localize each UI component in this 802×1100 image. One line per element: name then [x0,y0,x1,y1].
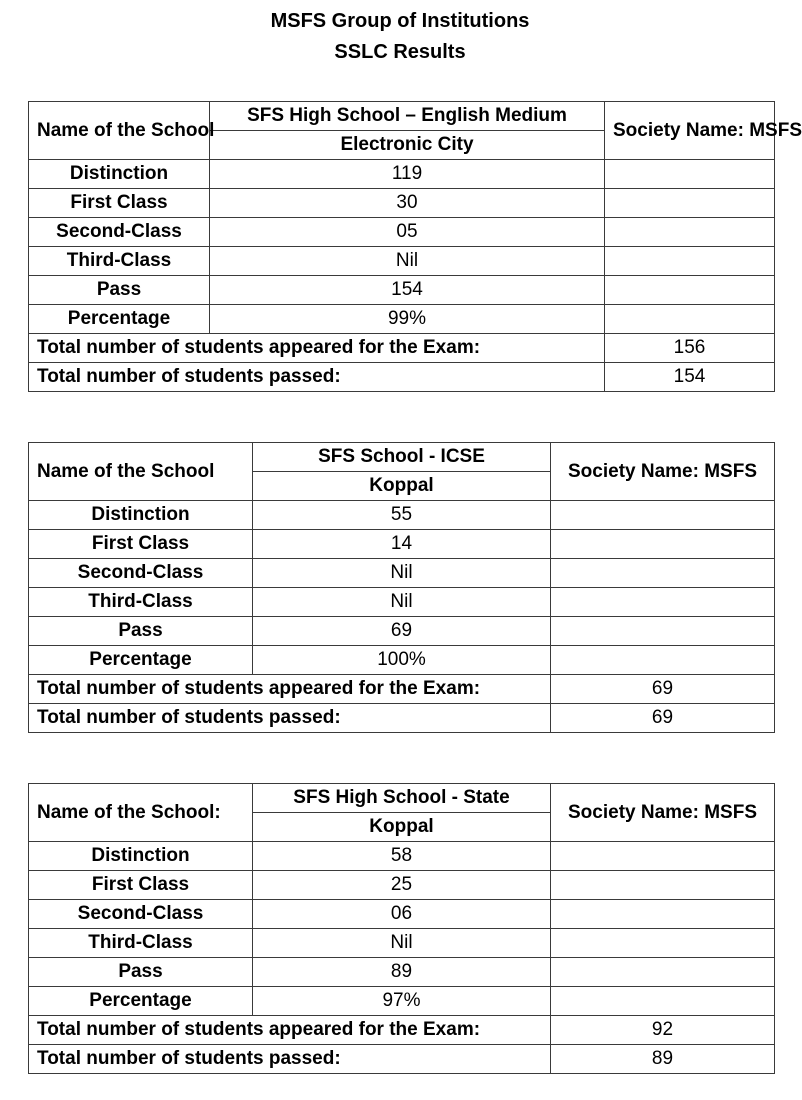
empty-cell [551,530,775,559]
school-name: SFS High School - State [253,784,551,813]
school-name: SFS High School – English Medium [210,102,605,131]
name-of-school-label: Name of the School [29,102,210,160]
empty-cell [605,218,775,247]
row-value: Nil [253,929,551,958]
total-passed-label: Total number of students passed: [29,1045,551,1074]
row-value: 05 [210,218,605,247]
document-subtitle: SSLC Results [334,41,466,63]
results-table-icse-koppal [28,442,775,733]
school-name: SFS School - ICSE [253,443,551,472]
row-value: Nil [253,588,551,617]
total-appeared-value: 69 [551,675,775,704]
row-value: 06 [253,900,551,929]
empty-cell [551,842,775,871]
table-row [29,559,775,588]
total-passed-label: Total number of students passed: [29,704,551,733]
empty-cell [605,305,775,334]
results-table-state-koppal [28,783,775,1074]
row-label: Distinction [29,160,210,189]
table-header-row [29,102,775,131]
empty-cell [551,900,775,929]
empty-cell [551,871,775,900]
empty-cell [551,559,775,588]
table-row [29,530,775,559]
empty-cell [551,929,775,958]
empty-cell [605,160,775,189]
row-label: First Class [29,871,253,900]
empty-cell [605,247,775,276]
table-header-row [29,443,775,472]
school-location: Koppal [253,472,551,501]
total-passed-row [29,704,775,733]
row-label: Second-Class [29,559,253,588]
row-label: Pass [29,276,210,305]
row-value: 58 [253,842,551,871]
row-value: 100% [253,646,551,675]
empty-cell [551,588,775,617]
table-row [29,247,775,276]
row-value: 97% [253,987,551,1016]
row-value: 119 [210,160,605,189]
name-of-school-label: Name of the School [29,443,253,501]
society-name-label: Society Name: MSFS [605,102,775,160]
row-label: Third-Class [29,588,253,617]
table-row [29,987,775,1016]
row-value: 30 [210,189,605,218]
row-label: First Class [29,189,210,218]
table-row [29,871,775,900]
table-row [29,929,775,958]
empty-cell [551,501,775,530]
table-row [29,276,775,305]
table-row [29,588,775,617]
row-label: Third-Class [29,929,253,958]
empty-cell [551,987,775,1016]
table-header-row [29,784,775,813]
total-appeared-row [29,675,775,704]
table-row [29,501,775,530]
row-label: Third-Class [29,247,210,276]
empty-cell [551,646,775,675]
table-row [29,646,775,675]
row-label: Second-Class [29,218,210,247]
row-label: Distinction [29,501,253,530]
table-row [29,189,775,218]
table-row [29,305,775,334]
empty-cell [605,189,775,218]
empty-cell [551,958,775,987]
total-passed-value: 89 [551,1045,775,1074]
society-name-label: Society Name: MSFS [551,784,775,842]
row-value: 99% [210,305,605,334]
total-appeared-label: Total number of students appeared for the Exam: [29,1016,551,1045]
table-row [29,900,775,929]
table-row [29,160,775,189]
total-appeared-value: 156 [605,334,775,363]
row-label: Distinction [29,842,253,871]
total-appeared-row [29,334,775,363]
total-passed-row [29,363,775,392]
row-value: 154 [210,276,605,305]
row-label: Percentage [29,305,210,334]
table-row [29,218,775,247]
document-header [0,6,800,68]
document-title: MSFS Group of Institutions [270,10,530,32]
row-value: Nil [210,247,605,276]
total-passed-row [29,1045,775,1074]
empty-cell [551,617,775,646]
total-passed-value: 69 [551,704,775,733]
school-location: Electronic City [210,131,605,160]
school-location: Koppal [253,813,551,842]
total-appeared-row [29,1016,775,1045]
name-of-school-label: Name of the School: [29,784,253,842]
results-table-electronic-city [28,101,802,392]
row-label: Percentage [29,987,253,1016]
total-appeared-value: 92 [551,1016,775,1045]
row-value: 25 [253,871,551,900]
row-label: Pass [29,617,253,646]
row-value: Nil [253,559,551,588]
empty-cell [605,276,775,305]
total-appeared-label: Total number of students appeared for the Exam: [29,334,605,363]
row-label: Pass [29,958,253,987]
row-value: 69 [253,617,551,646]
row-value: 55 [253,501,551,530]
table-row [29,842,775,871]
row-value: 89 [253,958,551,987]
society-name-label: Society Name: MSFS [551,443,775,501]
table-row [29,617,775,646]
table-row [29,958,775,987]
row-label: Second-Class [29,900,253,929]
row-label: Percentage [29,646,253,675]
total-passed-label: Total number of students passed: [29,363,605,392]
total-appeared-label: Total number of students appeared for the Exam: [29,675,551,704]
row-value: 14 [253,530,551,559]
total-passed-value: 154 [605,363,775,392]
row-label: First Class [29,530,253,559]
